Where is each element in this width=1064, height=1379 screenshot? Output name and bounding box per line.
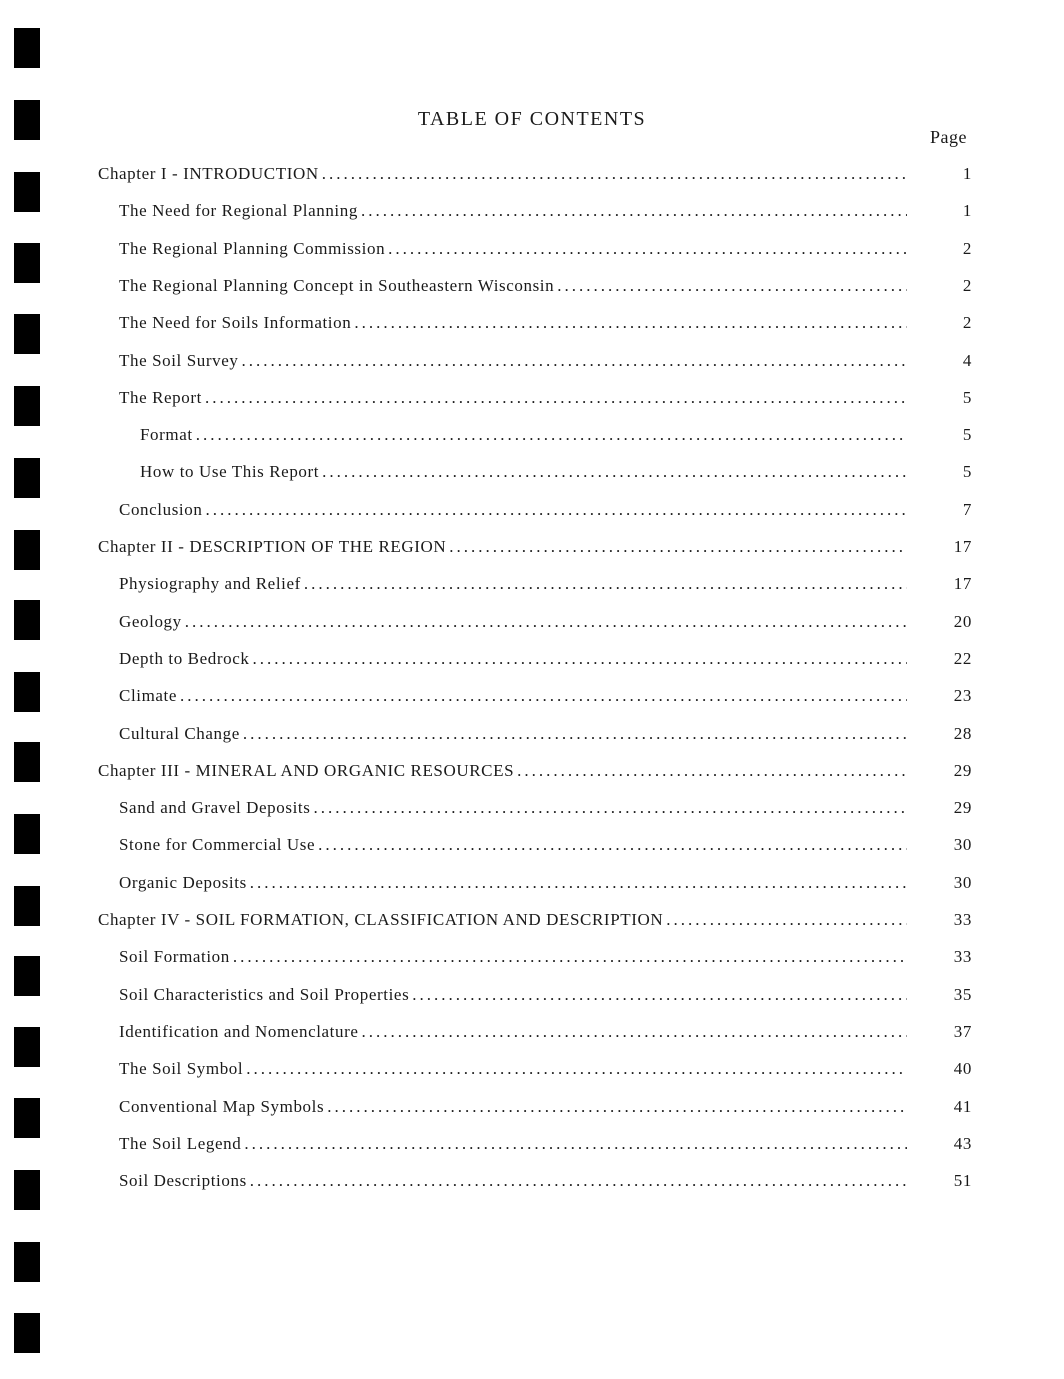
- dot-leader: [243, 724, 907, 744]
- toc-section-entry: [119, 351, 972, 371]
- dot-leader: [557, 276, 907, 296]
- toc-entry-page-number: 1: [962, 201, 972, 220]
- toc-section-entry: [119, 1022, 972, 1042]
- toc-section-entry: [119, 835, 972, 855]
- toc-entry-label: Soil Formation: [119, 947, 230, 966]
- toc-entry-page-number: 40: [953, 1059, 972, 1078]
- toc-section-entry: [119, 873, 972, 893]
- toc-section-entry: [119, 724, 972, 744]
- toc-entry-page-number: 4: [962, 351, 972, 370]
- toc-section-entry: [119, 1059, 972, 1079]
- toc-entry-page-number: 5: [962, 425, 972, 444]
- toc-section-entry: [119, 1134, 972, 1154]
- toc-entry-page-number: 23: [953, 686, 972, 705]
- dot-leader: [322, 164, 907, 184]
- dot-leader: [233, 947, 907, 967]
- toc-entry-page-number: 2: [962, 239, 972, 258]
- dot-leader: [361, 201, 907, 221]
- toc-entry-page-number: 29: [953, 761, 972, 780]
- toc-entry-page-number: 17: [953, 574, 972, 593]
- toc-section-entry: [119, 388, 972, 408]
- dot-leader: [196, 425, 907, 445]
- dot-leader: [180, 686, 907, 706]
- dot-leader: [318, 835, 907, 855]
- toc-entry-page-number: 41: [953, 1097, 972, 1116]
- dot-leader: [205, 500, 907, 520]
- toc-section-entry: [119, 612, 972, 632]
- dot-leader: [666, 910, 907, 930]
- toc-entry-label: Soil Descriptions: [119, 1171, 247, 1190]
- toc-section-entry: [119, 1171, 972, 1191]
- toc-entry-label: Physiography and Relief: [119, 574, 301, 593]
- toc-entry-label: Format: [140, 425, 193, 444]
- dot-leader: [388, 239, 907, 259]
- toc-section-entry: [119, 201, 972, 221]
- toc-entry-label: Geology: [119, 612, 182, 631]
- toc-entry-label: The Soil Symbol: [119, 1059, 244, 1078]
- toc-entry-label: Climate: [119, 686, 178, 705]
- toc-entry-label: The Need for Soils Information: [119, 313, 352, 332]
- dot-leader: [242, 351, 908, 371]
- toc-entry-label: The Regional Planning Concept in Southeastern Wisconsin: [119, 276, 555, 295]
- toc-entry-label: The Soil Legend: [119, 1134, 242, 1153]
- dot-leader: [327, 1097, 907, 1117]
- toc-entry-label: Chapter III - MINERAL AND ORGANIC RESOURCES: [98, 761, 515, 780]
- toc-entry-page-number: 28: [953, 724, 972, 743]
- toc-section-entry: [119, 985, 972, 1005]
- toc-entry-label: The Need for Regional Planning: [119, 201, 358, 220]
- toc-entry-label: The Soil Survey: [119, 351, 239, 370]
- dot-leader: [362, 1022, 907, 1042]
- toc-entry-page-number: 2: [962, 276, 972, 295]
- dot-leader: [449, 537, 907, 557]
- toc-section-entry: [119, 313, 972, 333]
- dot-leader: [250, 1171, 907, 1191]
- toc-section-entry: [119, 649, 972, 669]
- toc-entry-label: Chapter II - DESCRIPTION OF THE REGION: [98, 537, 447, 556]
- toc-chapter-entry: [98, 537, 972, 557]
- toc-section-entry: [119, 1097, 972, 1117]
- dot-leader: [205, 388, 907, 408]
- toc-entry-page-number: 17: [953, 537, 972, 556]
- toc-entry-label: Conventional Map Symbols: [119, 1097, 325, 1116]
- dot-leader: [412, 985, 907, 1005]
- toc-entry-page-number: 2: [962, 313, 972, 332]
- toc-section-entry: [140, 462, 972, 482]
- toc-chapter-entry: [98, 164, 972, 184]
- toc-entry-page-number: 30: [953, 835, 972, 854]
- dot-leader: [185, 612, 907, 632]
- toc-entry-page-number: 5: [962, 462, 972, 481]
- toc-section-entry: [119, 500, 972, 520]
- dot-leader: [246, 1059, 907, 1079]
- dot-leader: [304, 574, 907, 594]
- toc-entry-label: Stone for Commercial Use: [119, 835, 316, 854]
- toc-entry-page-number: 5: [962, 388, 972, 407]
- toc-section-entry: [119, 798, 972, 818]
- toc-entry-label: Chapter IV - SOIL FORMATION, CLASSIFICATION AND DESCRIPTION: [98, 910, 664, 929]
- toc-entry-page-number: 20: [953, 612, 972, 631]
- toc-section-entry: [140, 425, 972, 445]
- dot-leader: [322, 462, 907, 482]
- toc-entry-label: The Report: [119, 388, 202, 407]
- dot-leader: [250, 873, 907, 893]
- dot-leader: [252, 649, 907, 669]
- toc-entry-label: Depth to Bedrock: [119, 649, 250, 668]
- toc-entry-page-number: 33: [953, 910, 972, 929]
- dot-leader: [517, 761, 907, 781]
- toc-section-entry: [119, 686, 972, 706]
- toc-entry-page-number: 43: [953, 1134, 972, 1153]
- dot-leader: [313, 798, 907, 818]
- toc-entry-page-number: 1: [962, 164, 972, 183]
- toc-entry-label: How to Use This Report: [140, 462, 320, 481]
- toc-entry-page-number: 51: [953, 1171, 972, 1190]
- toc-entry-label: Identification and Nomenclature: [119, 1022, 359, 1041]
- dot-leader: [354, 313, 907, 333]
- toc-entry-page-number: 33: [953, 947, 972, 966]
- toc-chapter-entry: [98, 761, 972, 781]
- toc-entry-page-number: 30: [953, 873, 972, 892]
- toc-section-entry: [119, 276, 972, 296]
- toc-chapter-entry: [98, 910, 972, 930]
- toc-section-entry: [119, 947, 972, 967]
- toc-section-entry: [119, 574, 972, 594]
- toc-entry-label: The Regional Planning Commission: [119, 239, 386, 258]
- toc-section-entry: [119, 239, 972, 259]
- toc-entry-label: Chapter I - INTRODUCTION: [98, 164, 319, 183]
- page-column-header: Page: [930, 127, 967, 147]
- toc-entry-page-number: 37: [953, 1022, 972, 1041]
- toc-entry-page-number: 22: [953, 649, 972, 668]
- toc-entry-page-number: 35: [953, 985, 972, 1004]
- toc-entry-label: Sand and Gravel Deposits: [119, 798, 311, 817]
- toc-entry-label: Conclusion: [119, 500, 203, 519]
- page-title: TABLE OF CONTENTS: [417, 108, 647, 130]
- toc-entry-page-number: 7: [962, 500, 972, 519]
- toc-entry-label: Organic Deposits: [119, 873, 247, 892]
- toc-entry-page-number: 29: [953, 798, 972, 817]
- dot-leader: [244, 1134, 907, 1154]
- toc-entry-label: Cultural Change: [119, 724, 240, 743]
- toc-entry-label: Soil Characteristics and Soil Properties: [119, 985, 410, 1004]
